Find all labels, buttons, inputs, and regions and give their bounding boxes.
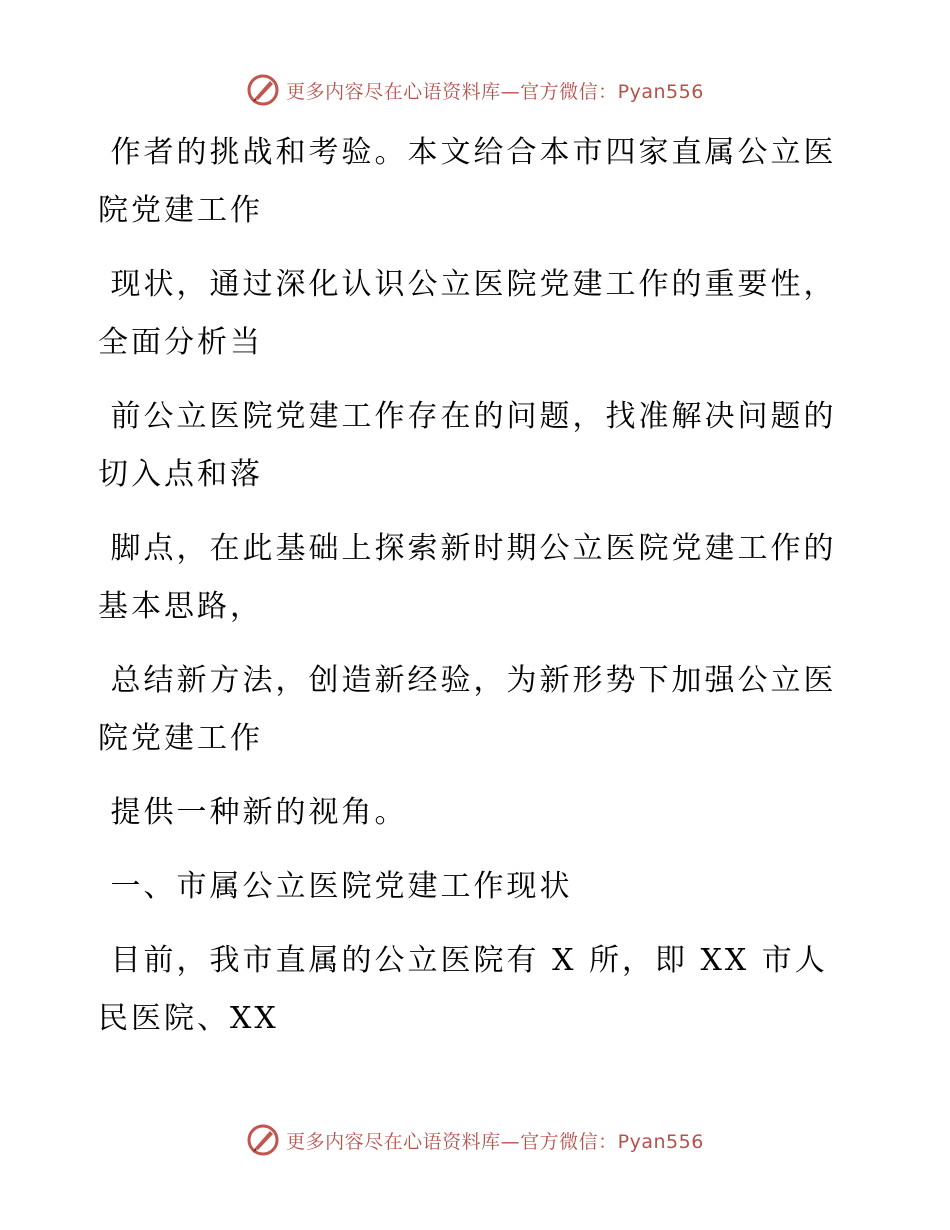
document-body — [98, 124, 858, 1064]
paragraph-3: 前公立医院党建工作存在的问题，找准解决问题的切入点和落 — [98, 399, 837, 492]
quill-seal-icon — [246, 73, 280, 107]
paragraph-1: 作者的挑战和考验。本文给合本市四家直属公立医院党建工作 — [98, 135, 837, 228]
paragraph-5: 总结新方法，创造新经验，为新形势下加强公立医院党建工作 — [98, 663, 837, 756]
footer-banner — [0, 1120, 950, 1160]
paragraph-4: 脚点，在此基础上探索新时期公立医院党建工作的基本思路， — [98, 531, 837, 624]
banner-text: 更多内容尽在心语资料库—官方微信：Pyan556 — [286, 1130, 704, 1153]
banner-text: 更多内容尽在心语资料库—官方微信：Pyan556 — [286, 80, 704, 103]
paragraph-2: 现状，通过深化认识公立医院党建工作的重要性，全面分析当 — [98, 267, 837, 360]
header-banner — [0, 70, 950, 110]
quill-seal-icon — [246, 1123, 280, 1157]
section-heading: 一、市属公立医院党建工作现状 — [98, 869, 573, 904]
paragraph-7: 目前，我市直属的公立医院有 X 所，即 XX 市人民医院、XX — [98, 943, 828, 1036]
paragraph-6: 提供一种新的视角。 — [98, 795, 408, 830]
